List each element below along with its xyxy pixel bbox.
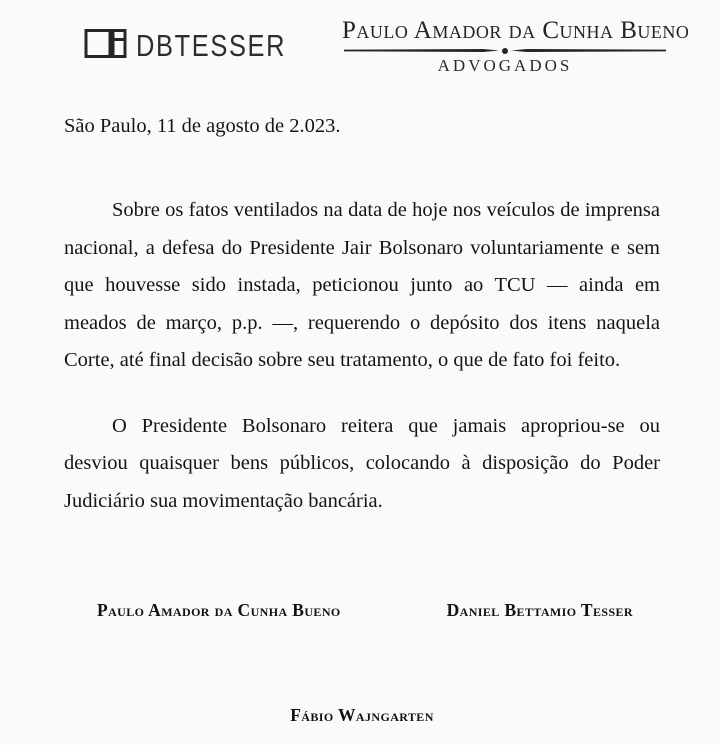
signature-row xyxy=(64,600,660,621)
letterhead xyxy=(0,0,720,92)
divider-left-segment xyxy=(344,49,499,52)
dbtesser-logo-text: DBTESSER xyxy=(136,28,287,63)
firm-name: Paulo Amador da Cunha Bueno xyxy=(342,17,690,44)
paragraph-2: O Presidente Bolsonaro reitera que jamais apropriou-se ou desviou quaisquer bens públicos, colocando à disposição do Poder Judiciário sua movimentação bancária. xyxy=(64,414,660,512)
signature-daniel-tesser: Daniel Bettamio Tesser xyxy=(446,600,633,620)
signature-fabio-wajngarten: Fábio Wajngarten xyxy=(290,705,434,725)
firm-subtitle: ADVOGADOS xyxy=(437,56,573,75)
dbtesser-grid-logo-icon xyxy=(84,28,127,64)
divider-right-segment xyxy=(511,49,666,52)
dateline: São Paulo, 11 de agosto de 2.023. xyxy=(64,115,341,137)
firm-letterhead xyxy=(342,17,690,76)
dbtesser-logo xyxy=(84,28,319,64)
paragraph-1: Sobre os fatos ventilados na data de hoje nos veículos de imprensa nacional, a defesa do Presidente Jair Bolsonaro voluntariamente e sem que houvesse sido instada, peticionou junto ao TCU — ainda em meados de março, p.p. —, requerendo o depósito dos itens naquela Corte, até final decisão sobre seu tratamento, o que de fato foi feito. xyxy=(64,199,660,371)
signature-paulo-amador: Paulo Amador da Cunha Bueno xyxy=(97,600,341,620)
divider-center-dot xyxy=(502,48,508,54)
letter-body xyxy=(0,112,720,726)
ornamental-divider xyxy=(344,47,666,54)
signature-center-row xyxy=(64,705,660,726)
